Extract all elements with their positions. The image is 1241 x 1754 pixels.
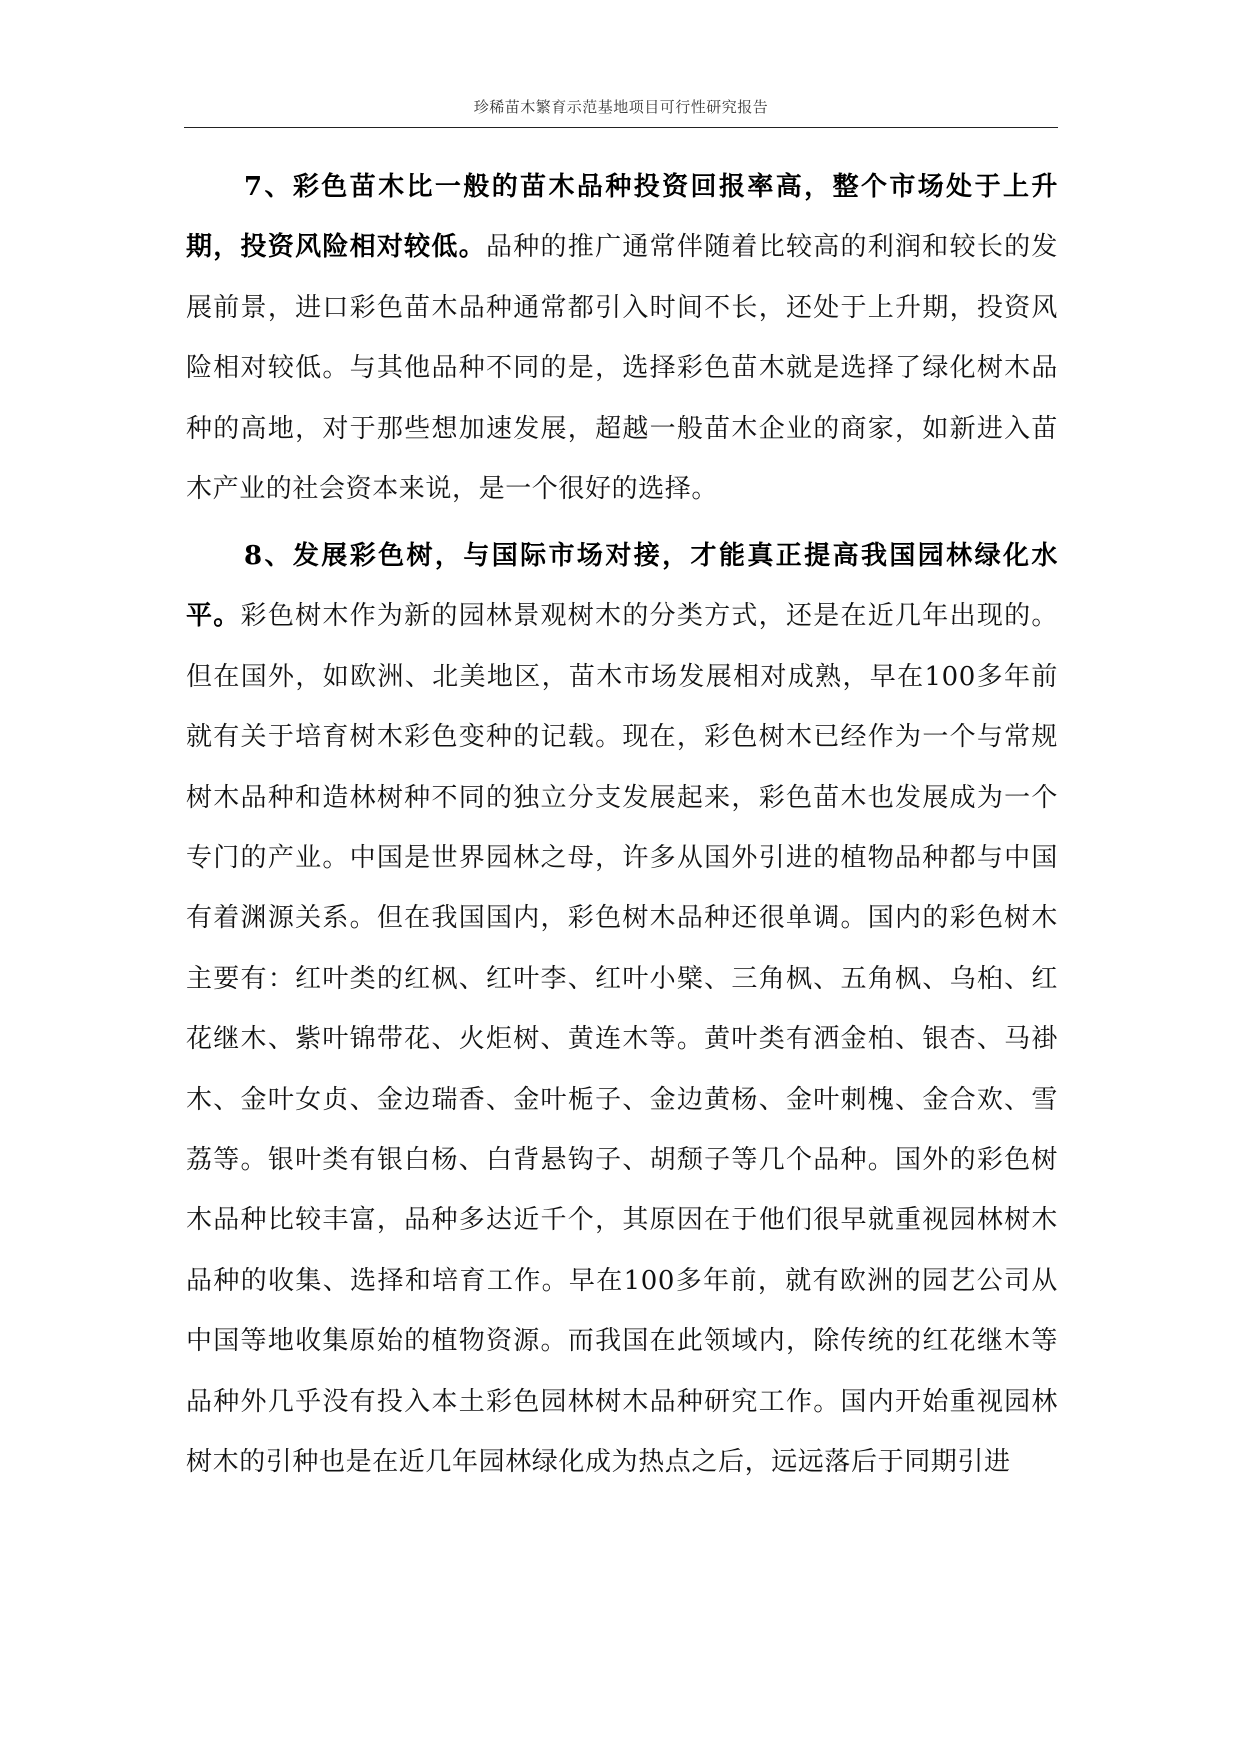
paragraph-8-body: 彩色树木作为新的园林景观树木的分类方式，还是在近几年出现的。但在国外，如欧洲、北美地区，苗木市场发展相对成熟，早在100多年前就有关于培育树木彩色变种的记载。现在，彩色树木已经作为一个与常规树木品种和造林树种不同的独立分支发展起来，彩色苗木也发展成为一个专门的产业。中国是世界园林之母，许多从国外引进的植物品种都与中国有着渊源关系。但在我国国内，彩色树木品种还很单调。国内的彩色树木主要有：红叶类的红枫、红叶李、红叶小檗、三角枫、五角枫、乌桕、红花继木、紫叶锦带花、火炬树、黄连木等。黄叶类有洒金柏、银杏、马褂木、金叶女贞、金边瑞香、金叶栀子、金边黄杨、金叶刺槐、金合欢、雪荔等。银叶类有银白杨、白背悬钩子、胡颓子等几个品种。国外的彩色树木品种比较丰富，品种多达近千个，其原因在于他们很早就重视园林树木品种的收集、选择和培育工作。早在100多年前，就有欧洲的园艺公司从中国等地收集原始的植物资源。而我国在此领域内，除传统的红花继木等品种外几乎没有投入本土彩色园林树木品种研究工作。国内开始重视园林树木的引种也是在近几年园林绿化成为热点之后，远远落后于同期引进 [186, 601, 1058, 1478]
paragraph-8 [186, 526, 1058, 1493]
paragraph-7 [186, 157, 1058, 519]
header-divider [184, 127, 1058, 128]
paragraph-7-body: 品种的推广通常伴随着比较高的利润和较长的发展前景，进口彩色苗木品种通常都引入时间不长，还处于上升期，投资风险相对较低。与其他品种不同的是，选择彩色苗木就是选择了绿化树木品种的高地，对于那些想加速发展，超越一般苗木企业的商家，如新进入苗木产业的社会资本来说，是一个很好的选择。 [186, 232, 1058, 505]
running-header: 珍稀苗木繁育示范基地项目可行性研究报告 [473, 98, 769, 116]
paragraph-8-heading: 8、发展彩色树，与国际市场对接，才能真正提高我国园林绿化水平。 [186, 541, 1058, 632]
paragraph-7-heading: 7、彩色苗木比一般的苗木品种投资回报率高，整个市场处于上升期，投资风险相对较低。 [186, 172, 1058, 263]
